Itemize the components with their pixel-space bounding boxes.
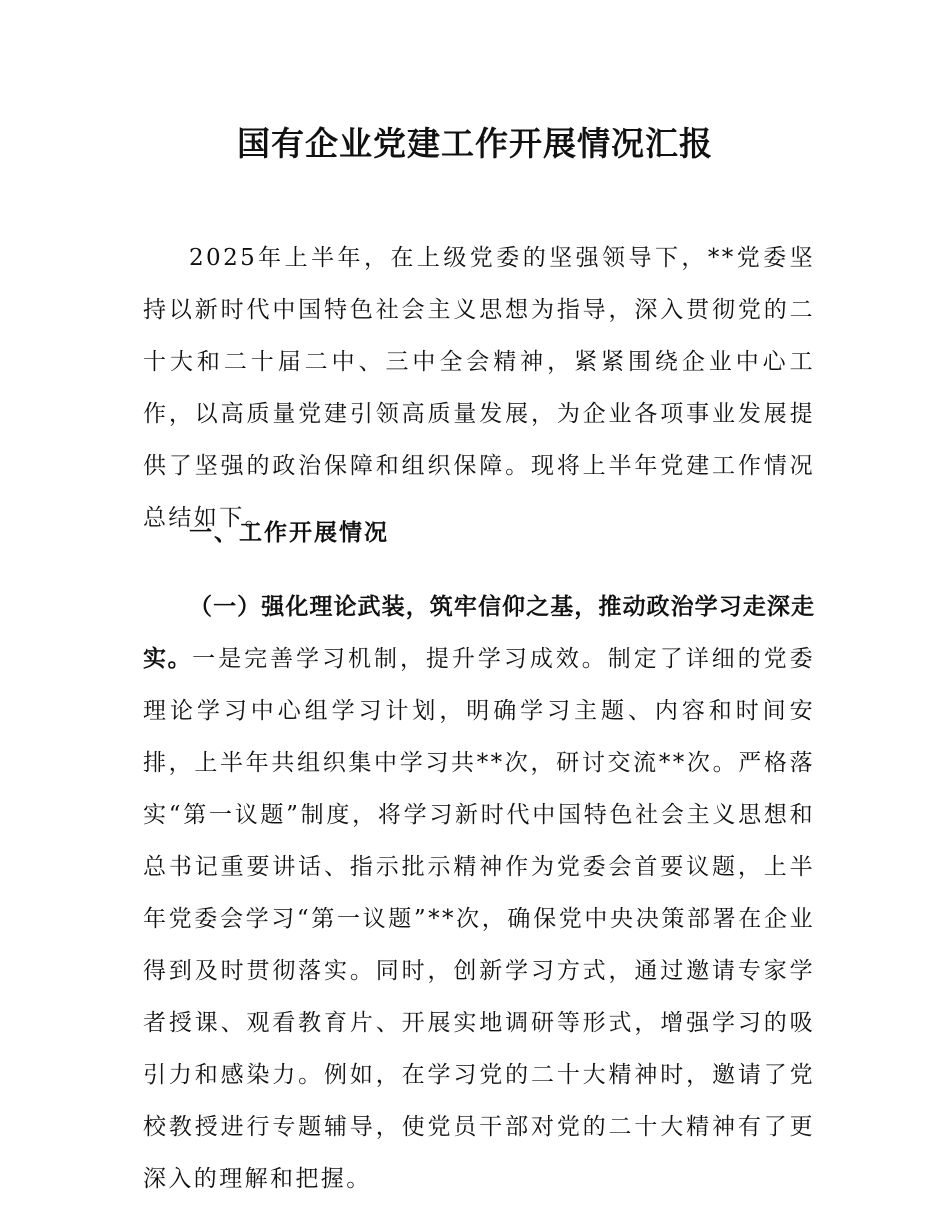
subsection-heading: （一）强化理论武装，筑牢信仰之基，推动政治学习走深走实。 bbox=[143, 594, 815, 672]
section-heading: 一、工作开展情况 bbox=[189, 520, 389, 546]
subsection-paragraph bbox=[143, 581, 815, 1205]
subsection-body: 一是完善学习机制，提升学习成效。制定了详细的党委理论学习中心组学习计划，明确学习主题、内容和时间安排，上半年共组织集中学习共**次，研讨交流**次。严格落实“第一议题”制度，将学习新时代中国特色社会主义思想和总书记重要讲话、指示批示精神作为党委会首要议题，上半年党委会学习“第一议题”**次，确保党中央决策部署在企业得到及时贯彻落实。同时，创新学习方式，通过邀请专家学者授课、观看教育片、开展实地调研等形式，增强学习的吸引力和感染力。例如，在学习党的二十大精神时，邀请了党校教授进行专题辅导，使党员干部对党的二十大精神有了更深入的理解和把握。 bbox=[143, 646, 815, 1192]
document-title: 国有企业党建工作开展情况汇报 bbox=[237, 124, 713, 163]
intro-paragraph: 2025年上半年，在上级党委的坚强领导下，**党委坚持以新时代中国特色社会主义思想为指导，深入贯彻党的二十大和二十届二中、三中全会精神，紧紧围绕企业中心工作，以高质量党建引领高质量发展，为企业各项事业发展提供了坚强的政治保障和组织保障。现将上半年党建工作情况总结如下。 bbox=[143, 245, 815, 531]
